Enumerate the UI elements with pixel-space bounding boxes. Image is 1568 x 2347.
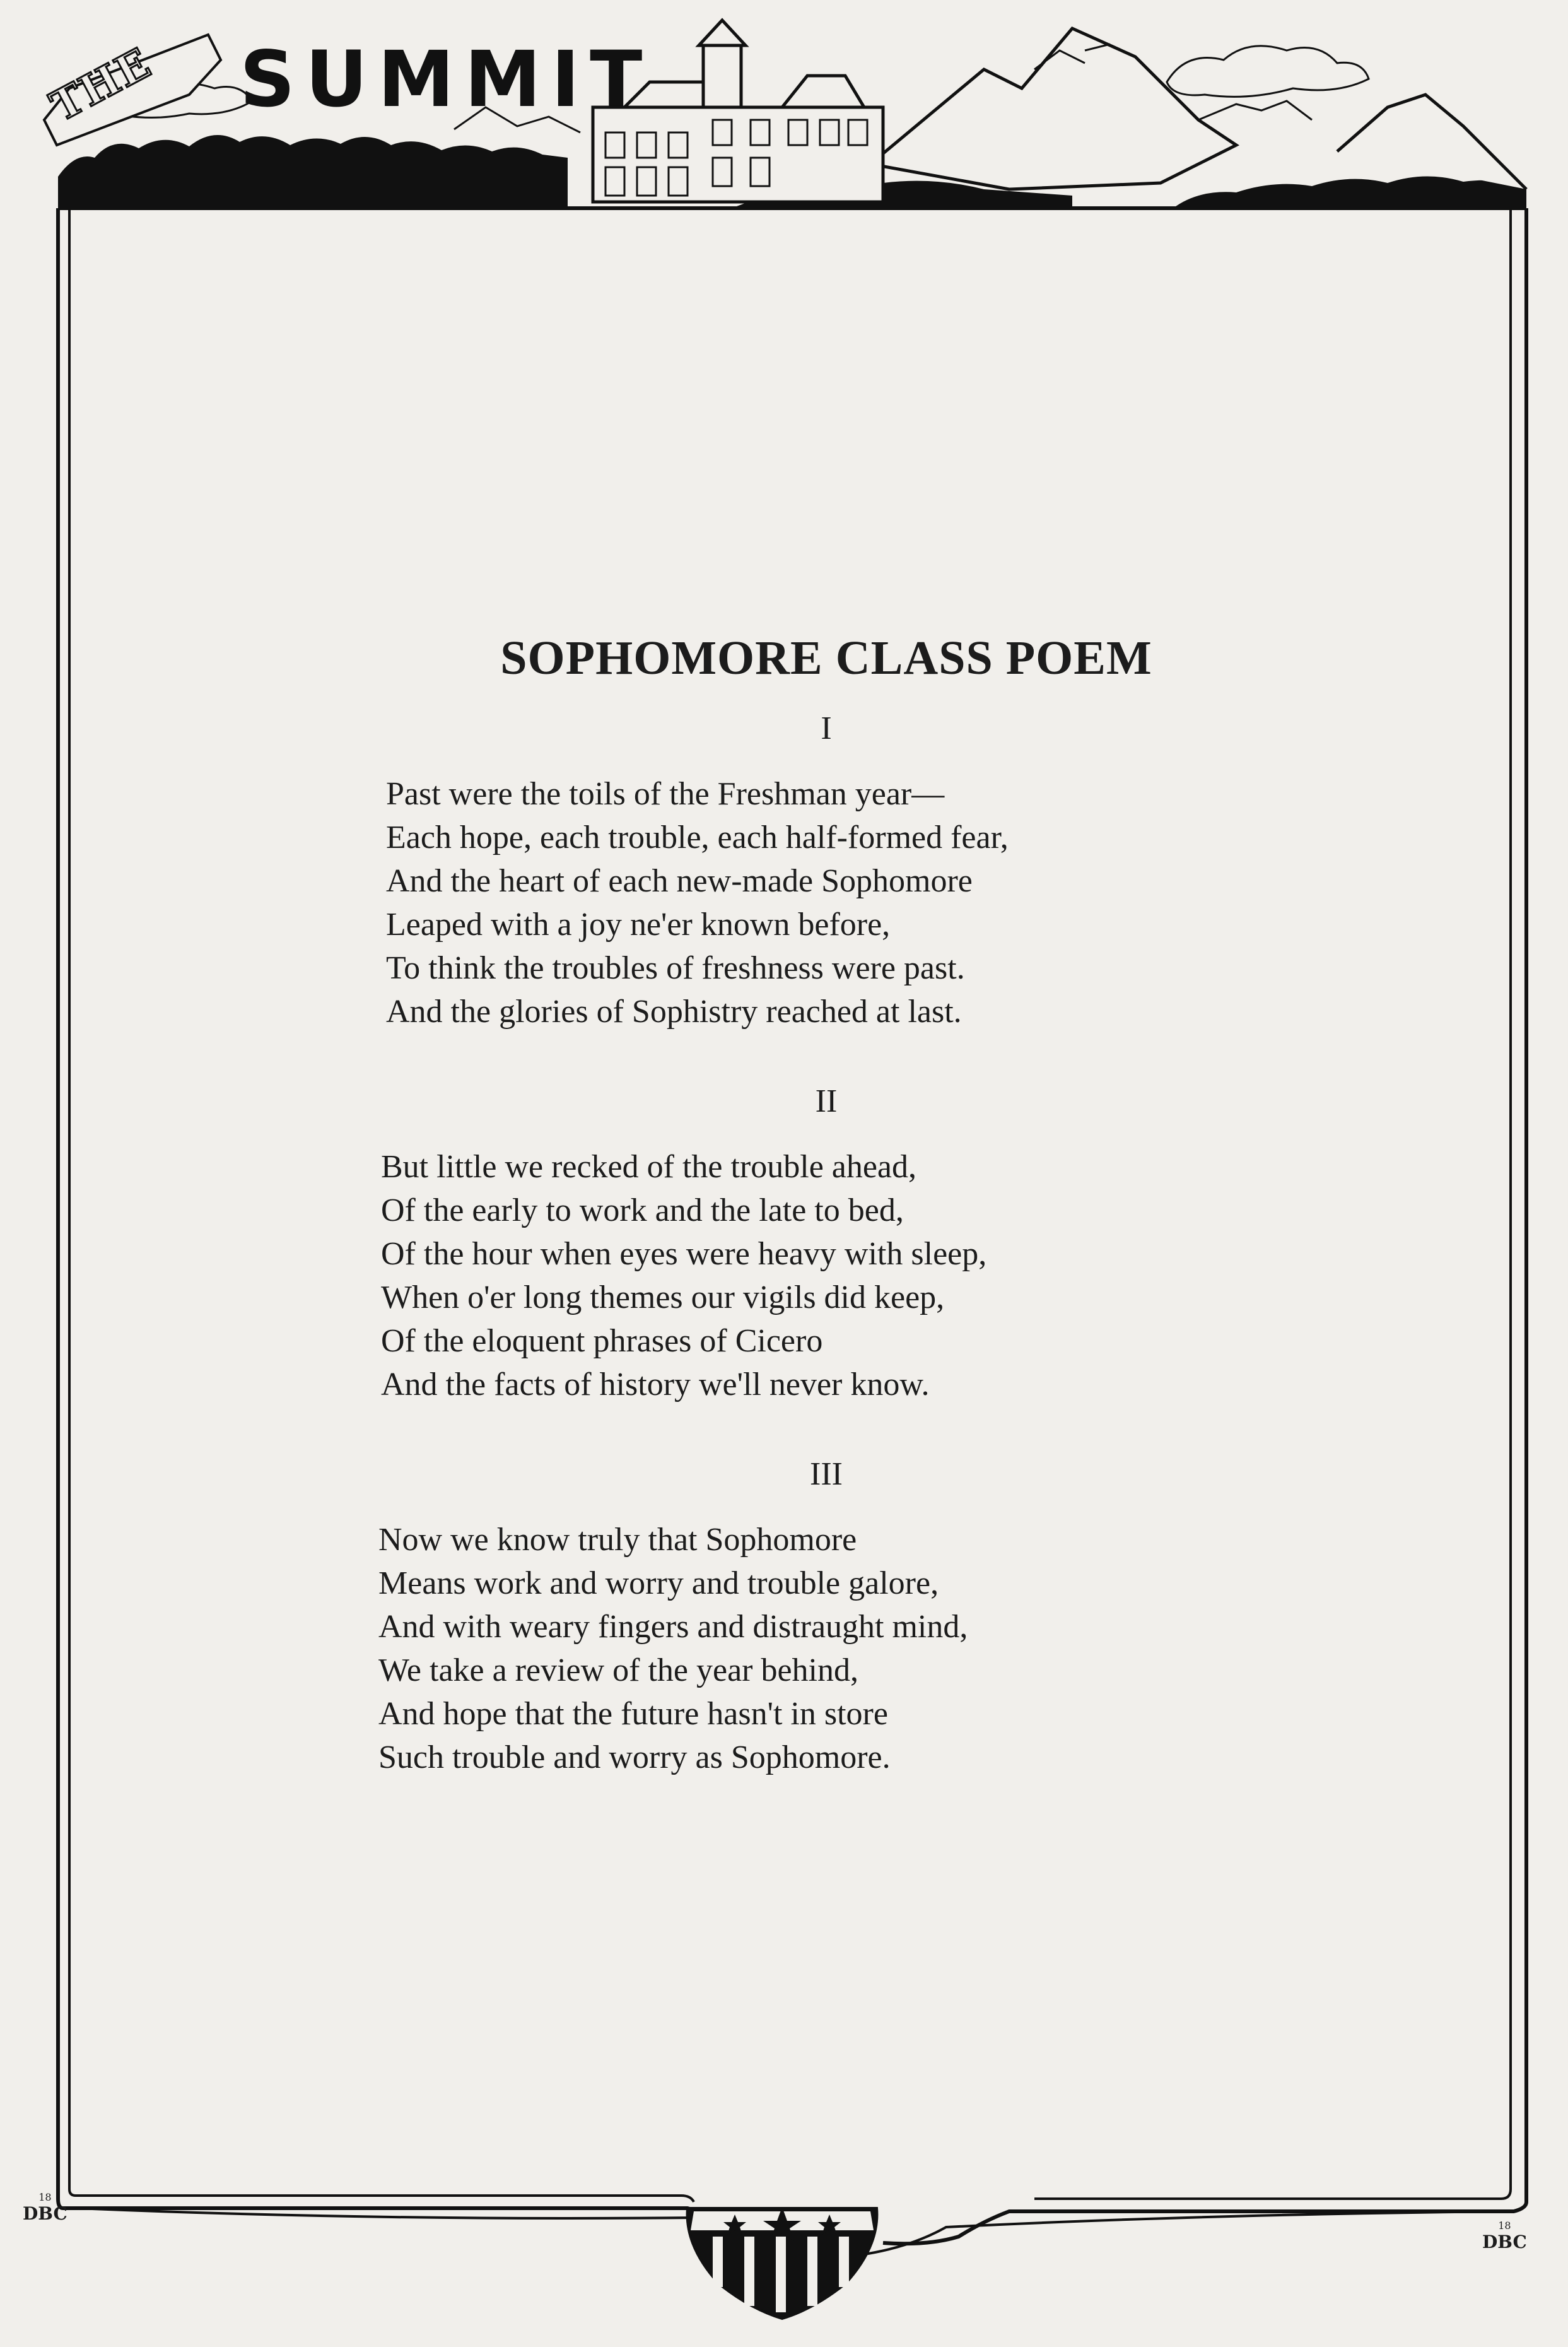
poem: [378, 631, 1198, 1828]
poem-line: And the facts of history we'll never know.: [381, 1367, 930, 1403]
poem-line: When o'er long themes our vigils did keep,: [381, 1279, 945, 1315]
monogram-year: 18: [1498, 2220, 1511, 2232]
poem-line: Means work and worry and trouble galore,: [378, 1565, 939, 1601]
cloud-right: [1167, 46, 1369, 97]
poem-line: And hope that the future hasn't in store: [378, 1696, 888, 1732]
poem-line: Leaped with a joy ne'er known before,: [386, 907, 891, 943]
monogram-initials: DBC: [1482, 2232, 1527, 2252]
poem-line: Now we know truly that Sophomore: [378, 1522, 857, 1558]
stanza-numeral-3: III: [810, 1456, 843, 1492]
artist-monogram-right: [1482, 2218, 1527, 2250]
monogram-initials: DBC: [23, 2203, 67, 2224]
stanza-numeral-1: I: [821, 710, 832, 746]
poem-line: And the glories of Sophistry reached at last.: [386, 994, 962, 1030]
stanza-3: [378, 1518, 1198, 1779]
poem-line: Each hope, each trouble, each half-formed fear,: [386, 820, 1009, 856]
poem-line: But little we recked of the trouble ahead,: [381, 1149, 917, 1185]
poem-line: Of the eloquent phrases of Cicero: [381, 1323, 823, 1359]
poem-line: We take a review of the year behind,: [378, 1652, 859, 1688]
poem-line: Past were the toils of the Freshman year—: [386, 776, 945, 812]
monogram-year: 18: [38, 2191, 52, 2203]
masthead-prefix: THE: [42, 38, 160, 131]
poem-line: And the heart of each new-made Sophomore: [386, 863, 973, 899]
artist-monogram-left: [23, 2189, 67, 2222]
stanza-2: [381, 1145, 1198, 1406]
stanza-numeral-2: II: [815, 1083, 838, 1119]
stanza-1: [386, 772, 1198, 1033]
poem-line: To think the troubles of freshness were past.: [386, 950, 965, 986]
mountain-large: [870, 28, 1236, 189]
mountain-far-right: [1198, 101, 1312, 120]
mountain-right: [1337, 95, 1526, 189]
shield-emblem: [687, 2207, 877, 2319]
treeline-left: [58, 135, 568, 208]
poem-line: Of the hour when eyes were heavy with sleep,: [381, 1236, 987, 1272]
poem-title: SOPHOMORE CLASS POEM: [500, 632, 1152, 685]
treeline-right: [1173, 176, 1526, 208]
masthead-title: SUMMIT: [240, 35, 653, 124]
poem-line: Such trouble and worry as Sophomore.: [378, 1739, 891, 1775]
poem-line: Of the early to work and the late to bed,: [381, 1192, 904, 1228]
poem-line: And with weary fingers and distraught mind,: [378, 1609, 968, 1645]
